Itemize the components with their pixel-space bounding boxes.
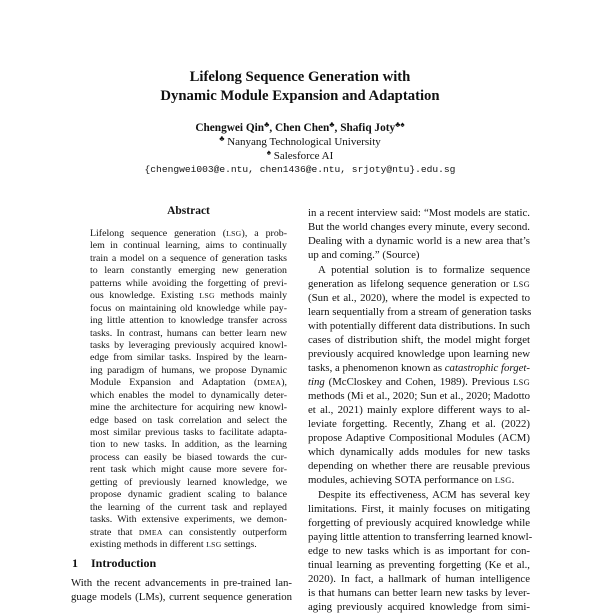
text-line: [90, 539, 287, 551]
text-line: which enables the model to dynamically deter-: [90, 389, 287, 401]
text-line: to learn constantly emerging new generation: [90, 265, 287, 277]
text-line: the learning of the current task and replayed: [90, 501, 287, 513]
text-line: With the recent advancements in pre-trained lan-: [71, 577, 292, 589]
acronym: DMEA: [257, 378, 282, 388]
text-line: mine the architecture for acquiring new knowl-: [90, 402, 287, 414]
section-title: Introduction: [91, 556, 157, 570]
text-line: [308, 375, 530, 389]
abstract-heading: Abstract: [167, 205, 210, 217]
spade-icon: ♠: [266, 148, 271, 157]
text-segment: modules, achieving SOTA performance on: [308, 474, 495, 486]
text-line: which dynamically adds modules for new tasks: [308, 446, 530, 458]
text-line: focus on maintaining old knowledge while pay-: [90, 302, 287, 314]
acronym: LSG: [513, 279, 530, 289]
text-segment: ous knowledge. Existing: [90, 290, 200, 302]
text-segment: methods mainly: [214, 290, 288, 302]
acronym: LSG: [226, 229, 242, 238]
text-line: ing paradigm of humans, we propose Dynamic: [90, 364, 287, 376]
acronym: LSG: [513, 377, 530, 387]
text-line: propose dynamic gradient scaling to balance: [90, 489, 287, 501]
emphasis: catastrophic forget-: [444, 362, 531, 374]
text-line: is that humans can better learn new tasks by lever-: [308, 587, 530, 599]
text-line: [90, 290, 287, 302]
text-line: previously acquired knowledge upon learning new: [308, 348, 530, 360]
affiliation: [0, 134, 600, 148]
paragraph: [308, 206, 530, 262]
text-line: limitations. First, it mainly focuses on mitigating: [308, 503, 530, 515]
text-line: edge from similar tasks. Inspired by the learn-: [90, 352, 287, 364]
text-line: learn sequentially from a stream of generation tasks: [308, 306, 532, 318]
club-icon: ♣: [329, 120, 335, 129]
text-line: ing little attention to knowledge transfer across: [90, 315, 287, 327]
text-line: edge based on task correlation and select the: [90, 414, 287, 426]
title-line-1: Lifelong Sequence Generation with: [189, 69, 411, 85]
text-line: 2020). In fact, a hallmark of human intelligence: [308, 573, 530, 585]
text-segment: .: [511, 474, 515, 486]
text-segment: (McCloskey and Cohen, 1989). Previous: [324, 376, 514, 388]
text-line: [308, 361, 530, 375]
text-line: Despite its effectiveness, ACM has several key: [318, 489, 530, 501]
text-line: lem in continual learning, aims to continually: [90, 240, 287, 252]
acronym: LSG: [494, 475, 512, 485]
acronym: DMEA: [138, 527, 163, 537]
affiliation-name: Salesforce AI: [273, 150, 334, 162]
affiliation-name: Nanyang Technological University: [227, 136, 381, 148]
text-segment: Module Expansion and Adaptation (: [90, 377, 258, 389]
abstract-body: [90, 228, 287, 551]
text-segment: generation as lifelong sequence generation or: [308, 278, 514, 290]
club-icon: ♣: [264, 120, 270, 129]
text-line: with potentially different data distributions. In such: [308, 320, 530, 332]
author-name: Chen Chen: [274, 122, 330, 134]
text-line: rent task which might cause more severe for-: [90, 464, 287, 476]
text-line: propose Adaptive Compositional Modules (ACM): [308, 432, 530, 444]
text-line: edge to new tasks which is as important for con-: [308, 545, 530, 557]
text-line: [308, 473, 530, 487]
text-line: patterns while avoiding the forgetting of previ-: [90, 277, 287, 289]
text-line: depending on whether there are reusable previous: [308, 460, 530, 472]
paragraph: [308, 263, 530, 487]
text-line: leviate forgetting. Recently, Zhang et al. (2022): [308, 418, 530, 430]
right-column-text: [308, 206, 533, 614]
text-line: et al., 2021) mainly explore different ways to al-: [308, 404, 530, 416]
text-line: methods (Mi et al., 2020; Sun et al., 2020; Madotto: [308, 390, 530, 402]
club-icon: ♣: [219, 134, 225, 143]
text-line: A potential solution is to formalize sequence: [318, 264, 530, 276]
text-segment: tasks, a phenomenon known as: [308, 362, 445, 374]
club-spade-icon: ♣♠: [395, 120, 405, 129]
section-heading-introduction: [72, 556, 156, 571]
text-line: train a model on a sequence of generation tasks: [90, 252, 287, 264]
text-segment: existing methods in different: [90, 538, 207, 550]
author-emails: {chengwei003@e.ntu, chen1436@e.ntu, srjoty@ntu}.edu.sg: [144, 164, 456, 175]
author-name: Shafiq Joty: [340, 122, 396, 134]
section-number: 1: [72, 556, 78, 570]
paper-title: [0, 68, 600, 106]
text-line: process can easily be biased towards the cur-: [90, 451, 287, 463]
author-list: Chengwei Qin♣, Chen Chen♣, Shafiq Joty♣♠: [195, 120, 405, 134]
text-line: paying little attention to transferring learned knowl-: [308, 531, 533, 543]
text-line: [90, 377, 287, 389]
text-segment: Lifelong sequence generation (: [90, 228, 227, 239]
author-name: Chengwei Qin: [195, 122, 265, 134]
text-line: But the world changes every minute, every second.: [308, 221, 530, 233]
text-line: in a recent interview said: “Most models are static.: [308, 207, 530, 219]
text-segment: ), a prob-: [241, 228, 288, 239]
text-line: tinual learning as preventing forgetting (Ke et al.,: [308, 559, 530, 571]
text-segment: can consistently outperform: [162, 526, 287, 538]
text-line: [90, 228, 287, 240]
text-line: guage models (LMs), current sequence generation: [71, 591, 292, 603]
text-line: getting of previously learned knowledge, we: [90, 476, 287, 488]
text-line: forgetting of previously acquired knowledge while: [308, 517, 530, 529]
text-line: most similar previous tasks to facilitate adapta-: [90, 427, 287, 438]
text-line: Dealing with a dynamic world is a new area that’s: [308, 235, 530, 247]
text-line: (Sun et al., 2020), where the model is expected to: [308, 292, 530, 304]
text-segment: ),: [281, 377, 287, 389]
text-line: [308, 277, 530, 291]
acronym: LSG: [199, 291, 215, 301]
paragraph: [308, 488, 533, 614]
text-line: tion to new tasks. In addition, as the learning: [90, 439, 287, 451]
emphasis: ting: [308, 376, 325, 388]
text-line: tasks. In contrast, humans can better learn new: [90, 327, 287, 339]
title-line-2: Dynamic Module Expansion and Adaptation: [160, 88, 440, 104]
text-line: cases of distribution shift, the model might forget: [308, 334, 530, 346]
text-segment: strate that: [90, 526, 139, 538]
text-line: [90, 527, 287, 539]
text-line: aging previously acquired knowledge from simi-: [308, 601, 530, 613]
affiliation: [0, 148, 600, 162]
text-segment: settings.: [221, 538, 257, 550]
text-line: up and coming.” (Source): [308, 249, 420, 261]
text-line: tasks by leveraging previously acquired knowl-: [90, 339, 287, 351]
acronym: LSG: [206, 539, 222, 549]
text-line: tasks. With extensive experiments, we demon-: [90, 514, 287, 526]
